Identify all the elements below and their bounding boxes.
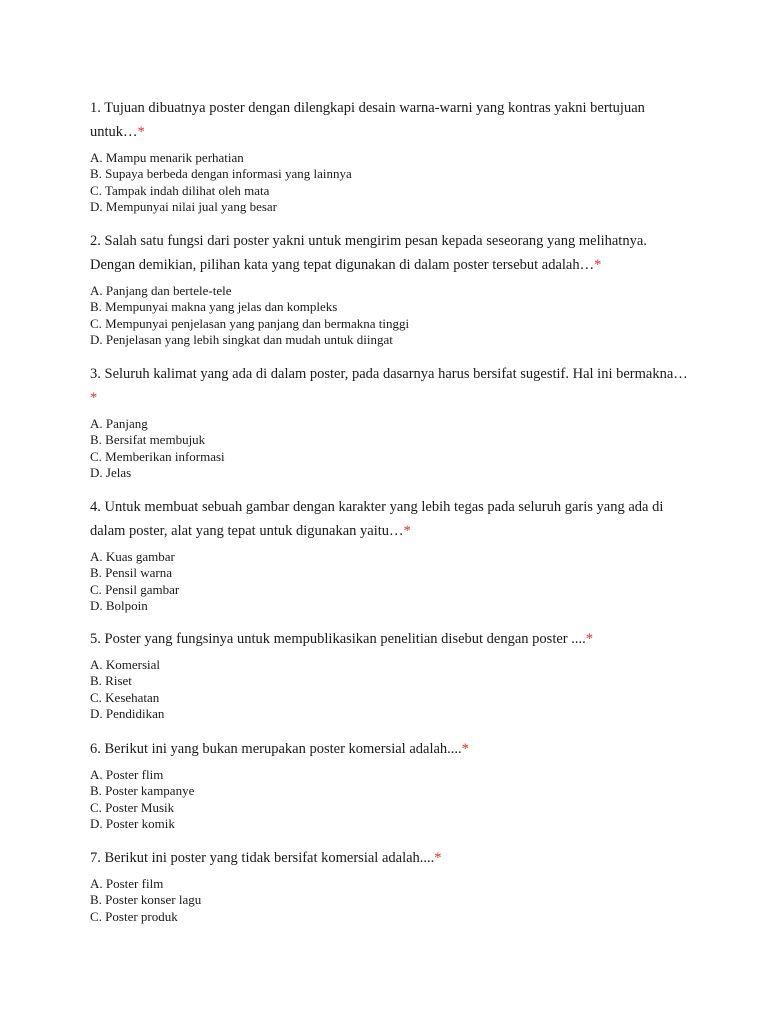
question-7 [90, 846, 690, 925]
required-mark: * [90, 390, 98, 406]
option-list [90, 283, 690, 349]
option-item: D. Penjelasan yang lebih singkat dan mudah untuk diingat [90, 332, 393, 348]
required-mark: * [137, 124, 145, 140]
option-item: A. Komersial [90, 657, 161, 672]
option-item: D. Poster komik [90, 816, 175, 832]
option-item: B. Poster konser lagu [90, 892, 202, 908]
required-mark: * [434, 850, 442, 866]
option-list [90, 767, 690, 833]
option-item: A. Panjang [90, 416, 148, 431]
required-mark: * [594, 257, 602, 273]
question-text: 6. Berikut ini yang bukan merupakan poster komersial adalah....* [90, 741, 469, 757]
option-item: B. Supaya berbeda dengan informasi yang lainnya [90, 166, 352, 182]
option-item: A. Kuas gambar [90, 549, 175, 564]
question-text: 3. Seluruh kalimat yang ada di dalam poster, pada dasarnya harus bersifat sugestif. Hal ini bermakna…* [90, 366, 688, 406]
option-item: D. Jelas [90, 465, 132, 481]
option-item: C. Tampak indah dilihat oleh mata [90, 182, 270, 198]
option-list [90, 657, 690, 723]
option-item: C. Kesehatan [90, 689, 160, 705]
option-item: A. Mampu menarik perhatian [90, 150, 244, 165]
option-list [90, 549, 690, 615]
option-item: A. Panjang dan bertele-tele [90, 283, 232, 298]
option-item: B. Pensil warna [90, 565, 172, 581]
question-text: 4. Untuk membuat sebuah gambar dengan karakter yang lebih tegas pada seluruh garis yang ada di dalam poster, alat yang tepat untuk digunakan yaitu…* [90, 499, 664, 539]
question-4 [90, 495, 690, 615]
option-item: B. Poster kampanye [90, 783, 195, 799]
option-item: B. Riset [90, 673, 132, 689]
question-3 [90, 362, 690, 482]
question-text: 1. Tujuan dibuatnya poster dengan dilengkapi desain warna-warni yang kontras yakni bertujuan untuk…* [90, 100, 645, 140]
option-item: C. Pensil gambar [90, 581, 180, 597]
option-item: D. Bolpoin [90, 598, 148, 614]
option-item: C. Mempunyai penjelasan yang panjang dan bermakna tinggi [90, 315, 410, 331]
required-mark: * [403, 523, 411, 539]
option-item: D. Pendidikan [90, 706, 165, 722]
question-text: 2. Salah satu fungsi dari poster yakni untuk mengirim pesan kepada seseorang yang melihatnya. Dengan demikian, pilihan kata yang tepat digunakan di dalam poster tersebut adalah…* [90, 233, 647, 273]
option-list [90, 150, 690, 216]
question-text: 7. Berikut ini poster yang tidak bersifat komersial adalah....* [90, 850, 442, 866]
option-list [90, 876, 690, 925]
option-item: A. Poster flim [90, 767, 164, 782]
question-5 [90, 627, 690, 723]
question-2 [90, 229, 690, 349]
question-6 [90, 737, 690, 833]
required-mark: * [461, 741, 469, 757]
option-item: C. Memberikan informasi [90, 448, 225, 464]
option-item: B. Bersifat membujuk [90, 432, 206, 448]
option-list [90, 416, 690, 482]
option-item: D. Mempunyai nilai jual yang besar [90, 199, 278, 215]
option-item: B. Mempunyai makna yang jelas dan kompleks [90, 299, 338, 315]
option-item: A. Poster film [90, 876, 164, 891]
required-mark: * [585, 631, 593, 647]
option-item: C. Poster Musik [90, 799, 175, 815]
question-1 [90, 96, 690, 216]
option-item: C. Poster produk [90, 908, 178, 924]
question-text: 5. Poster yang fungsinya untuk mempublikasikan penelitian disebut dengan poster ....* [90, 631, 593, 647]
